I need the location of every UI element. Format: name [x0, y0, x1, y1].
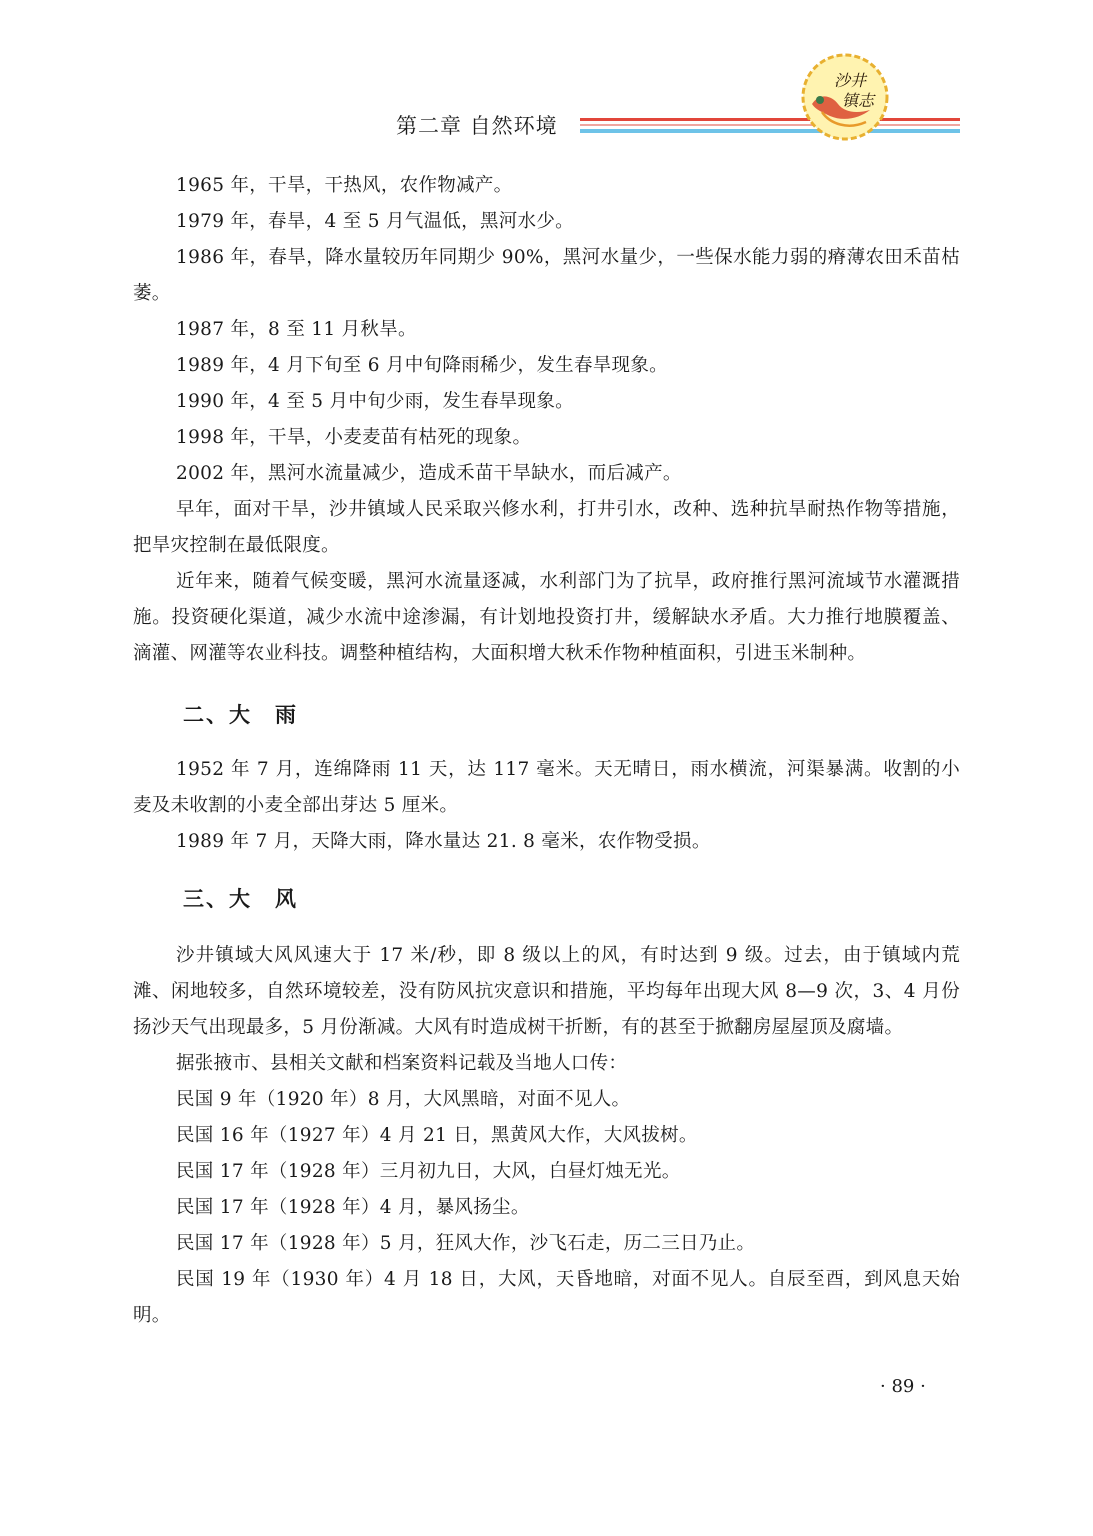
header-rule-red	[580, 118, 960, 121]
seal-text-line2: 镇志	[841, 91, 875, 110]
header-rule-pink	[580, 124, 960, 126]
body-paragraph: 据张掖市、县相关文献和档案资料记载及当地人口传：	[176, 1053, 628, 1074]
section-heading-strong-wind: 三、大 风	[183, 887, 298, 911]
body-paragraph: 沙井镇域大风风速大于 17 米/秒，即 8 级以上的风，有时达到 9 级。过去，由于镇域内荒滩、闲地较多，自然环境较差，没有防风抗灾意识和措施，平均每年出现大风 8—9 次，3、4 月份扬沙天气出现最多，5 月份渐减。大风有时造成树干折断，有的甚至于掀翻房屋屋顶及腐墙。	[133, 945, 960, 1038]
body-paragraph: 民国 19 年（1930 年）4 月 18 日，大风，天昏地暗，对面不见人。自辰至酉，到风息天始明。	[133, 1269, 960, 1326]
strong-wind-section	[133, 938, 960, 1334]
header-rule-blue	[580, 129, 960, 133]
seal-text-line1: 沙井	[833, 71, 867, 90]
section-heading-heavy-rain: 二、大 雨	[183, 703, 298, 727]
body-paragraph: 民国 17 年（1928 年）4 月，暴风扬尘。	[176, 1197, 530, 1218]
chapter-title: 第二章 自然环境	[396, 114, 558, 138]
body-paragraph: 民国 17 年（1928 年）三月初九日，大风，白昼灯烛无光。	[176, 1161, 681, 1182]
page-body	[133, 168, 960, 1334]
body-paragraph: 民国 9 年（1920 年）8 月，大风黑暗，对面不见人。	[176, 1089, 631, 1110]
body-paragraph: 近年来，随着气候变暖，黑河水流量逐减，水利部门为了抗旱，政府推行黑河流域节水灌溉措施。投资硬化渠道，减少水流中途渗漏，有计划地投资打井，缓解缺水矛盾。大力推行地膜覆盖、滴灌、网灌等农业科技。调整种植结构，大面积增大秋禾作物种植面积，引进玉米制种。	[133, 571, 960, 664]
seal-emblem-icon	[800, 52, 890, 142]
body-paragraph: 1987 年，8 至 11 月秋旱。	[176, 319, 417, 340]
body-paragraph: 民国 16 年（1927 年）4 月 21 日，黑黄风大作，大风拔树。	[176, 1125, 698, 1146]
body-paragraph: 1965 年，干旱，干热风，农作物减产。	[176, 175, 513, 196]
body-paragraph: 早年，面对干旱，沙井镇域人民采取兴修水利，打井引水，改种、选种抗旱耐热作物等措施，把旱灾控制在最低限度。	[133, 499, 960, 556]
body-paragraph: 1998 年，干旱，小麦麦苗有枯死的现象。	[176, 427, 532, 448]
body-paragraph: 1990 年，4 至 5 月中旬少雨，发生春旱现象。	[176, 391, 574, 412]
body-paragraph: 1989 年 7 月，天降大雨，降水量达 21. 8 毫米，农作物受损。	[176, 831, 711, 852]
book-seal-logo	[800, 52, 890, 142]
body-paragraph: 1979 年，春旱，4 至 5 月气温低，黑河水少。	[176, 211, 574, 232]
body-paragraph: 1989 年，4 月下旬至 6 月中旬降雨稀少，发生春旱现象。	[176, 355, 668, 376]
body-paragraph: 2002 年，黑河水流量减少，造成禾苗干旱缺水，而后减产。	[176, 463, 682, 484]
body-paragraph: 1986 年，春旱，降水量较历年同期少 90%，黑河水量少，一些保水能力弱的瘠薄农田禾苗枯萎。	[133, 247, 960, 304]
body-paragraph: 民国 17 年（1928 年）5 月，狂风大作，沙飞石走，历二三日乃止。	[176, 1233, 756, 1254]
body-paragraph: 1952 年 7 月，连绵降雨 11 天，达 117 毫米。天无晴日，雨水横流，河渠暴满。收割的小麦及未收割的小麦全部出芽达 5 厘米。	[133, 759, 960, 816]
header-rules	[580, 118, 960, 134]
page-header	[0, 0, 1093, 170]
heavy-rain-section	[133, 752, 960, 860]
drought-section	[133, 168, 960, 672]
page-number: · 89 ·	[880, 1376, 926, 1397]
